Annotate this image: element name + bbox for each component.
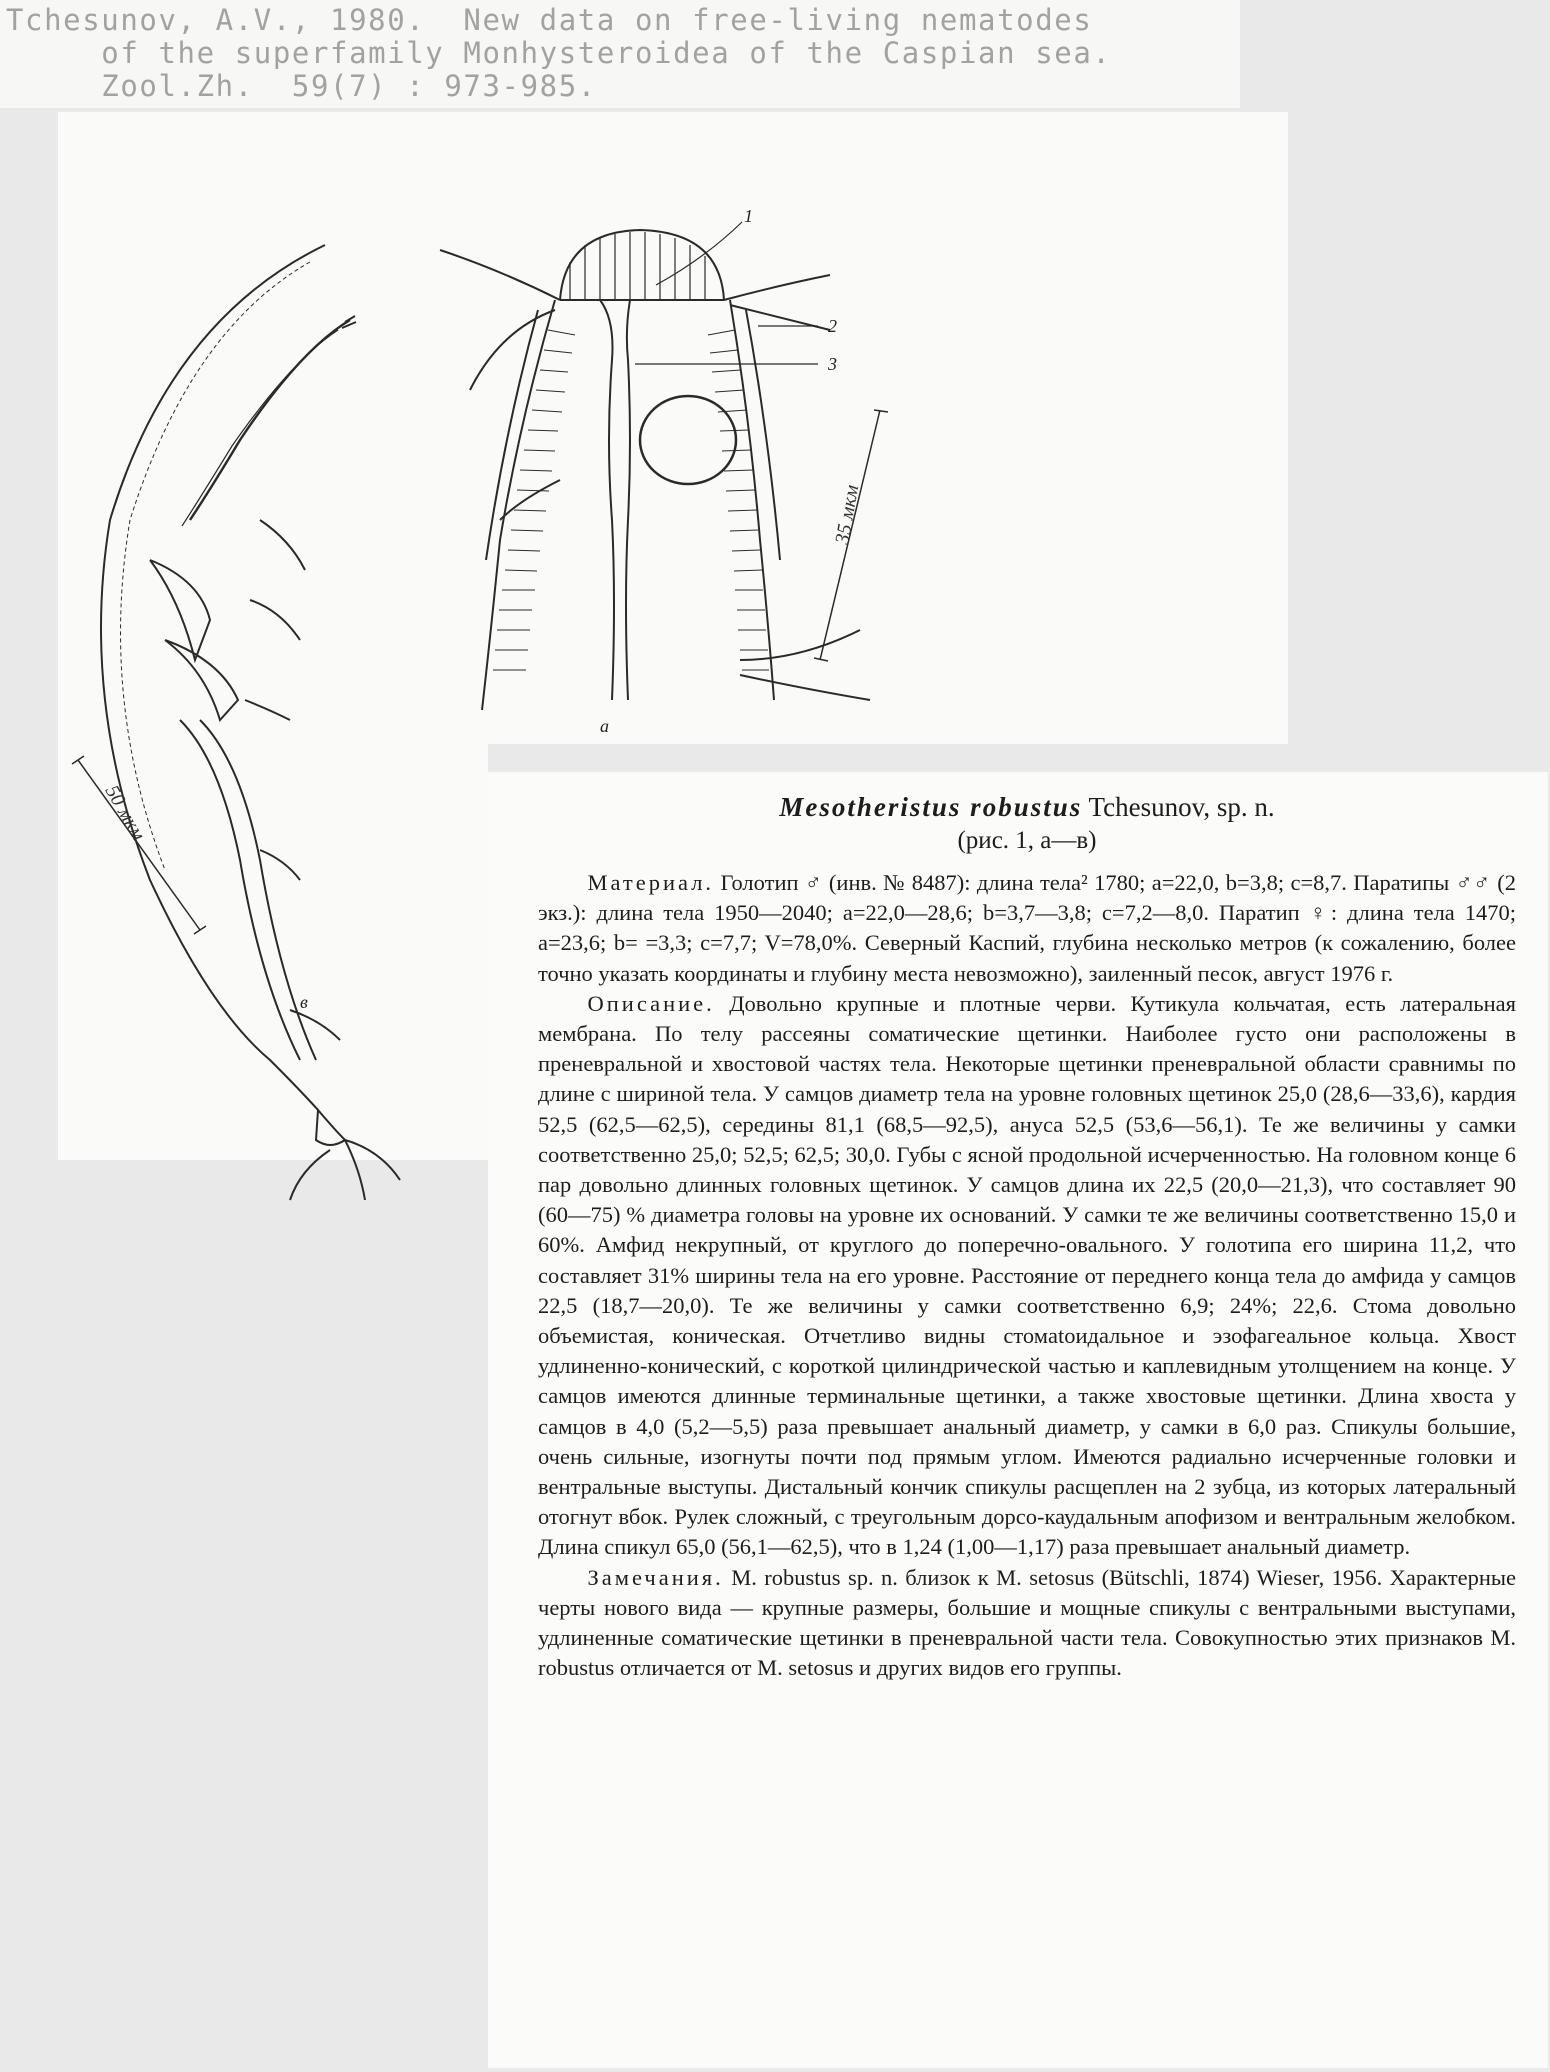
figure-reference: (рис. 1, а—в) <box>957 827 1097 854</box>
description-heading: Описание. <box>587 990 715 1016</box>
scale-label-b: 50 мкм <box>100 781 150 845</box>
description-paragraph <box>538 989 1516 1563</box>
figure-a-head-end <box>440 222 888 710</box>
remarks-heading: Замечания. <box>587 1564 724 1590</box>
citation-line-3: Zool.Zh. 59(7) : 973-985. <box>6 69 597 103</box>
remarks-text: M. robustus sp. n. близок к M. setosus (Bütschli, 1874) Wieser, 1956. Характерные черты нового вида — крупные размеры, большие и мощные спикулы с вентральными выступами, удлиненные соматические щетинки в преневральной части тела. Совокупностью этих признаков M. robustus отличается от M. setosus и других видов его группы. <box>538 1564 1516 1681</box>
remarks-paragraph <box>538 1563 1516 1684</box>
article-text <box>538 790 1516 1683</box>
species-author: Tchesunov, sp. n. <box>1082 792 1275 822</box>
citation-line-2: of the superfamily Monhysteroidea of the Caspian sea. <box>6 36 1112 70</box>
figure-b-tail-end <box>72 245 400 1200</box>
panel-b-label: в <box>300 992 308 1012</box>
material-text: Голотип ♂ (инв. № 8487): длина тела² 1780; a=22,0, b=3,8; c=8,7. Паратипы ♂♂ (2 экз.): длина тела 1950—2040; a=22,0—28,6; b=3,7—3,8; c=7,2—8,0. Паратип ♀: длина тела 1470; a=23,6; b= =3,3; c=7,7; V=78,0%. Северный Каспий, глубина несколько метров (к сожалению, более точно указать координаты и глубину места невозможно), заиленный песок, август 1976 г. <box>538 870 1516 986</box>
panel-a-label: а <box>600 716 609 736</box>
figure-b-labels <box>101 782 308 1013</box>
scale-label-a: 35 мкм <box>831 483 864 546</box>
description-text: Довольно крупные и плотные черви. Кутикула кольчатая, есть латеральная мембрана. По телу рассеяны соматические щетинки. Наиболее густо они расположены в преневральной и хвостовой частях тела. Некоторые щетинки преневральной области сравнимы по длине с шириной тела. У самцов диаметр тела на уровне головных щетинок 25,0 (28,6—33,6), кардия 52,5 (62,5—62,5), середины 81,1 (68,5—92,5), ануса 52,5 (53,6—56,1). Те же величины у самки соответственно 25,0; 52,5; 62,5; 30,0. Губы с ясной продольной исчерченностью. На головном конце 6 пар довольно длинных головных щетинок. У самцов длина их 22,5 (20,0—21,3), что составляет 90 (60—75) % диаметра головы на уровне их оснований. У самки те же величины соответственно 15,0 и 60%. Амфид некрупный, от круглого до поперечно-овального. У голотипа его ширина 11,2, что составляет 31% ширины тела на его уровне. Расстояние от переднего конца тела до амфида у самцов 22,5 (18,7—20,0). Те же величины у самки соответственно 6,9; 24%; 22,6. Стома довольно объемистая, коническая. Отчетливо видны стомatoидальное и эзофагеальное кольца. Хвост удлиненно-конический, с короткой цилиндрической частью и каплевидным утолщением на конце. У самцов имеются длинные терминальные щетинки, а также хвостовые щетинки. Длина хвоста у самцов в 4,0 (5,2—5,5) раза превышает анальный диаметр, у самки в 6,0 раз. Спикулы большие, очень сильные, изогнуты почти под прямым углом. Имеются радиально исчерченные головки и вентральные выступы. Дистальный кончик спикулы расщеплен на 2 зубца, из которых латеральный отогнут вбок. Рулек сложный, с треугольным дорсо-каудальным апофизом и вентральным желобком. Длина спикул 65,0 (56,1—62,5), что в 1,24 (1,00—1,17) раза превышает анальный диаметр. <box>538 990 1516 1560</box>
callout-1: 1 <box>744 206 753 226</box>
article-title <box>538 790 1516 824</box>
material-heading: Материал. <box>587 870 715 895</box>
callout-2: 2 <box>828 316 837 336</box>
material-paragraph <box>538 868 1516 989</box>
callout-3: 3 <box>828 354 837 374</box>
species-name: Mesotheristus robustus <box>779 792 1083 822</box>
citation-line-1: Tchesunov, A.V., 1980. New data on free-living nematodes <box>6 3 1093 37</box>
